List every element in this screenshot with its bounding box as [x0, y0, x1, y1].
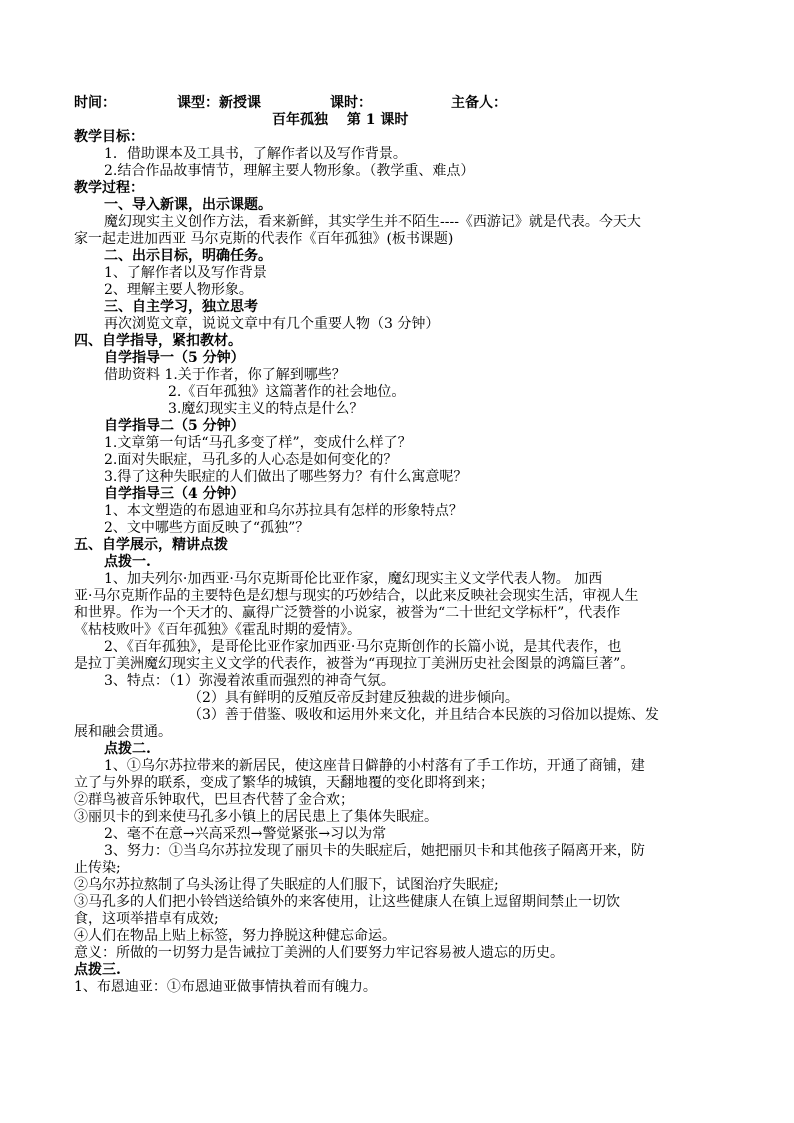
guide-1-heading: 自学指导一（5 分钟）	[104, 350, 245, 366]
paragraph: 家一起走进加西亚 马尔克斯的代表作《百年孤独》(板书课题)	[74, 231, 454, 247]
point-line: 立了与外界的联系，变成了繁华的城镇，天翻地覆的变化即将到来；	[74, 775, 494, 791]
guide-line: 3.得了这种失眠症的人们做出了哪些努力？有什么寓意呢？	[104, 469, 468, 485]
page-title: 百年孤独 第 1 课时	[272, 112, 409, 128]
point-line: 3、特点：（1）弥漫着浓重而强烈的神奇气氛。	[104, 673, 395, 689]
guide-line: 2.《百年孤独》这篇著作的社会地位。	[168, 384, 406, 400]
goals-heading: 教学目标：	[74, 129, 144, 145]
point-line: 1、布恩迪亚：①布恩迪亚做事情执着而有魄力。	[74, 979, 377, 995]
guide-line: 2、文中哪些方面反映了“孤独”？	[104, 520, 310, 536]
point-line: 展和融会贯通。	[74, 724, 172, 740]
goal-item: 1．借助课本及工具书，了解作者以及写作背景。	[104, 146, 407, 162]
guide-3-heading: 自学指导三（4 分钟）	[104, 486, 245, 502]
point-1-heading: 点拨一.	[104, 554, 151, 570]
list-item: 2、理解主要人物形象。	[104, 282, 253, 298]
section-3-heading: 三、自主学习，独立思考	[104, 299, 258, 315]
point-line: （3）善于借鉴、吸收和运用外来文化，并且结合本民族的习俗加以提炼、发	[188, 707, 659, 723]
guide-line: 借助资料 1.关于作者，你了解到哪些？	[104, 367, 346, 383]
section-4-heading: 四、自学指导，紧扣教材。	[74, 333, 242, 349]
guide-line: 3.魔幻现实主义的特点是什么？	[168, 401, 364, 417]
point-line: 1、①乌尔苏拉带来的新居民，使这座昔日僻静的小村落有了手工作坊，开通了商铺，建	[104, 758, 645, 774]
point-3-heading: 点拨三.	[74, 962, 121, 978]
class-hours: 课时：	[330, 95, 372, 111]
process-heading: 教学过程：	[74, 180, 144, 196]
guide-line: 1、本文塑造的布恩迪亚和乌尔苏拉具有怎样的形象特点？	[104, 503, 463, 519]
guide-2-heading: 自学指导二（5 分钟）	[104, 418, 245, 434]
point-line: （2）具有鲜明的反殖反帝反封建反独裁的进步倾向。	[188, 690, 519, 706]
point-line: 和世界。作为一个天才的、赢得广泛赞誉的小说家，被誉为“二十世纪文学标杆”，代表作	[74, 605, 621, 621]
section-5-heading: 五、自学展示，精讲点拨	[74, 537, 228, 553]
preparer: 主备人：	[451, 95, 507, 111]
paragraph: 魔幻现实主义创作方法，看来新鲜，其实学生并不陌生----《西游记》就是代表。今天大	[104, 214, 641, 230]
point-2-heading: 点拨二.	[104, 741, 151, 757]
course-type: 课型：新授课	[177, 95, 261, 111]
point-line: ④人们在物品上贴上标签，努力挣脱这种健忘命运。	[74, 928, 396, 944]
point-line: 亚·马尔克斯作品的主要特色是幻想与现实的巧妙结合，以此来反映社会现实生活，审视人生	[74, 588, 639, 604]
goal-item: 2.结合作品故事情节，理解主要人物形象。（教学重、难点）	[104, 163, 475, 179]
point-line: 食，这项举措卓有成效;	[74, 911, 219, 927]
point-line: ②乌尔苏拉熬制了乌头汤让得了失眠症的人们服下，试图治疗失眠症;	[74, 877, 499, 893]
point-line: 3、努力：①当乌尔苏拉发现了丽贝卡的失眠症后，她把丽贝卡和其他孩子隔离开来，防	[104, 843, 645, 859]
point-line: 1、加夫列尔·加西亚·马尔克斯哥伦比亚作家，魔幻现实主义文学代表人物。 加西	[104, 571, 603, 587]
section-1-heading: 一、导入新课，出示课题。	[104, 197, 272, 213]
point-line: 意义：所做的一切努力是告诫拉丁美洲的人们要努力牢记容易被人遗忘的历史。	[74, 945, 564, 961]
section-2-heading: 二、出示目标，明确任务。	[104, 248, 272, 264]
paragraph: 再次浏览文章，说说文章中有几个重要人物（3 分钟）	[104, 316, 440, 332]
point-line: 《枯枝败叶》《百年孤独》《霍乱时期的爱情》。	[74, 622, 361, 638]
guide-line: 2.面对失眠症，马孔多的人心态是如何变化的？	[104, 452, 398, 468]
point-line: 2、毫不在意→兴高采烈→警觉紧张→习以为常	[104, 826, 387, 842]
point-line: 是拉丁美洲魔幻现实主义文学的代表作，被誉为“再现拉丁美洲历史社会图景的鸿篇巨著”。	[74, 656, 635, 672]
point-line: ③马孔多的人们把小铃铛送给镇外的来客使用，让这些健康人在镇上逗留期间禁止一切饮	[74, 894, 620, 910]
time-label: 时间：	[74, 95, 116, 111]
guide-line: 1.文章第一句话“马孔多变了样”，变成什么样了？	[104, 435, 412, 451]
point-line: 2、《百年孤独》，是哥伦比亚作家加西亚·马尔克斯创作的长篇小说，是其代表作，也	[104, 639, 622, 655]
point-line: 止传染;	[74, 860, 121, 876]
point-line: ③丽贝卡的到来使马孔多小镇上的居民患上了集体失眠症。	[74, 809, 438, 825]
point-line: ②群鸟被音乐钟取代，巴旦杏代替了金合欢；	[74, 792, 354, 808]
list-item: 1、了解作者以及写作背景	[104, 265, 267, 281]
